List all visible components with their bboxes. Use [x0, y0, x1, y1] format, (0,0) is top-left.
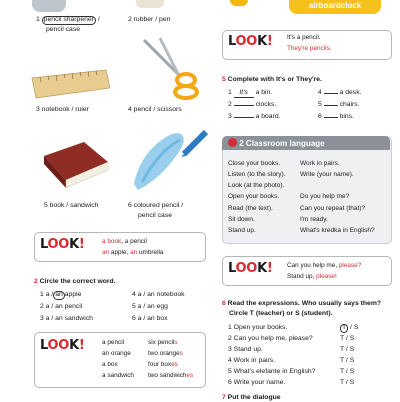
item-label-4: 4 pencil / scissors [128, 106, 182, 113]
exercise6-ts-5: T / S [340, 368, 355, 375]
item-label-1: 1 pencil sharpener / [36, 16, 100, 23]
exercise5-row-6: 6 bins. [318, 113, 354, 120]
exercise6-ts-4: T / S [340, 357, 355, 364]
look4-col1-4: a sandwich [102, 372, 134, 379]
exercise6-row-2: 2 Can you help me, please? [228, 335, 313, 342]
look4-col2-2: two oranges [148, 350, 183, 357]
clock-image [230, 0, 248, 6]
exercise6-ts-6: T / S [340, 379, 355, 386]
exercise5-title: 5 Complete with It's or They're. [222, 76, 322, 83]
exercise6-row-3: 3 Stand up. [228, 346, 263, 353]
cl-left-4: Open your books. [228, 193, 280, 200]
cl-right-4: Do you help me? [300, 193, 350, 200]
item-label-5: 5 book / sandwich [44, 202, 99, 209]
exercise6-row-1: 1 Open your books. [228, 324, 288, 331]
exercise2-row-2: 2 a / an pencil [40, 303, 83, 310]
exercise5-row-3: 3 a board. [228, 113, 281, 120]
exercise2-row-4: 4 a / an notebook [132, 291, 185, 298]
cl-right-6: I'm ready. [300, 216, 328, 223]
look-logo-2: LOOK! [40, 237, 85, 252]
exercise2-row-1: 1 a / an apple [40, 291, 82, 298]
look-logo-4: LOOK! [40, 338, 85, 353]
cl-right-5: Can you repeat (that)? [300, 205, 366, 212]
item-label-3: 3 notebook / ruler [36, 106, 89, 113]
exercise6-row-4: 4 Work in pairs. [228, 357, 276, 364]
exercise7-title: 7 Put the dialogue [222, 394, 281, 401]
cl-left-7: Stand up. [228, 227, 256, 234]
exercise6-ts-2: T / S [340, 335, 355, 342]
cl-left-3: Look (at the photo). [228, 182, 285, 189]
classroom-language-title: 2 Classroom language [228, 138, 325, 148]
exercise6-ts-3: T / S [340, 346, 355, 353]
exercise5-row-4: 4 a desk. [318, 89, 362, 96]
brand-banner [289, 0, 381, 14]
an-circled: an [55, 291, 63, 298]
exercise6-title: 6 Read the expressions. Who usually says them? [222, 300, 382, 307]
look4-col2-3: four boxes [148, 361, 178, 368]
t-circled: T [342, 324, 347, 331]
exercise6-row-6: 6 Write your name. [228, 379, 286, 386]
look1-line2: They're pencils. [287, 45, 332, 52]
look4-col1-2: an orange [102, 350, 131, 357]
look4-col2-1: six pencils [148, 339, 178, 346]
scissors-image [140, 36, 206, 100]
exercise2-row-5: 5 a / an egg [132, 303, 168, 310]
exercise2-row-6: 6 a / an box [132, 315, 168, 322]
exercise5-row-5: 5 chairs. [318, 101, 360, 108]
cl-right-2: Write (your name). [300, 171, 354, 178]
cl-left-2: Listen (to the story). [228, 171, 286, 178]
look4-col2-4: two sandwiches [148, 372, 194, 379]
audio-icon[interactable] [228, 138, 237, 147]
rubber-image [136, 0, 164, 8]
look-logo-1: LOOK! [228, 34, 273, 49]
exercise5-row-1: 1 It's a bin. [228, 89, 272, 98]
item-label-6-line2: pencil case [138, 212, 173, 219]
look1-line1: It's a pencil. [287, 34, 321, 41]
look-logo-3: LOOK! [228, 261, 273, 276]
cl-left-6: Sit down. [228, 216, 255, 223]
pencil-sharpener-circled: pencil sharpener [43, 16, 94, 23]
ruler-image [30, 68, 112, 100]
look2-line1: a book, a pencil [102, 238, 147, 245]
look2-line2: an apple, an umbrella [102, 249, 164, 256]
cl-left-1: Close your books. [228, 160, 281, 167]
cl-left-5: Read (the text). [228, 205, 273, 212]
look4-col1-1: a pencil [102, 339, 125, 346]
brand-text: airboardclock [308, 1, 362, 10]
exercise2-title: 2 Circle the correct word. [34, 278, 116, 285]
item-label-1-line2: pencil case [46, 26, 81, 33]
cl-right-7: What's kredka in English? [300, 227, 375, 234]
pencil-sharpener-image [32, 0, 66, 12]
look3-line1: Can you help me, please? [287, 262, 362, 269]
coloured-pencil-image [128, 124, 210, 200]
exercise6-row-5: 5 What's elefante in English? [228, 368, 316, 375]
item-label-6: 6 coloured pencil / [128, 202, 184, 209]
exercise6-subtitle: Circle T (teacher) or S (student). [229, 310, 333, 317]
book-image [36, 140, 110, 190]
cl-right-1: Work in pairs. [300, 160, 340, 167]
look3-line2: Stand up, please! [287, 273, 337, 280]
item-label-2: 2 rubber / pen [128, 16, 171, 23]
exercise6-ts-1: T / S [342, 324, 359, 331]
look4-col1-3: a box [102, 361, 118, 368]
exercise2-row-3: 3 a / an sandwich [40, 315, 93, 322]
exercise5-row-2: 2 clocks. [228, 101, 277, 108]
